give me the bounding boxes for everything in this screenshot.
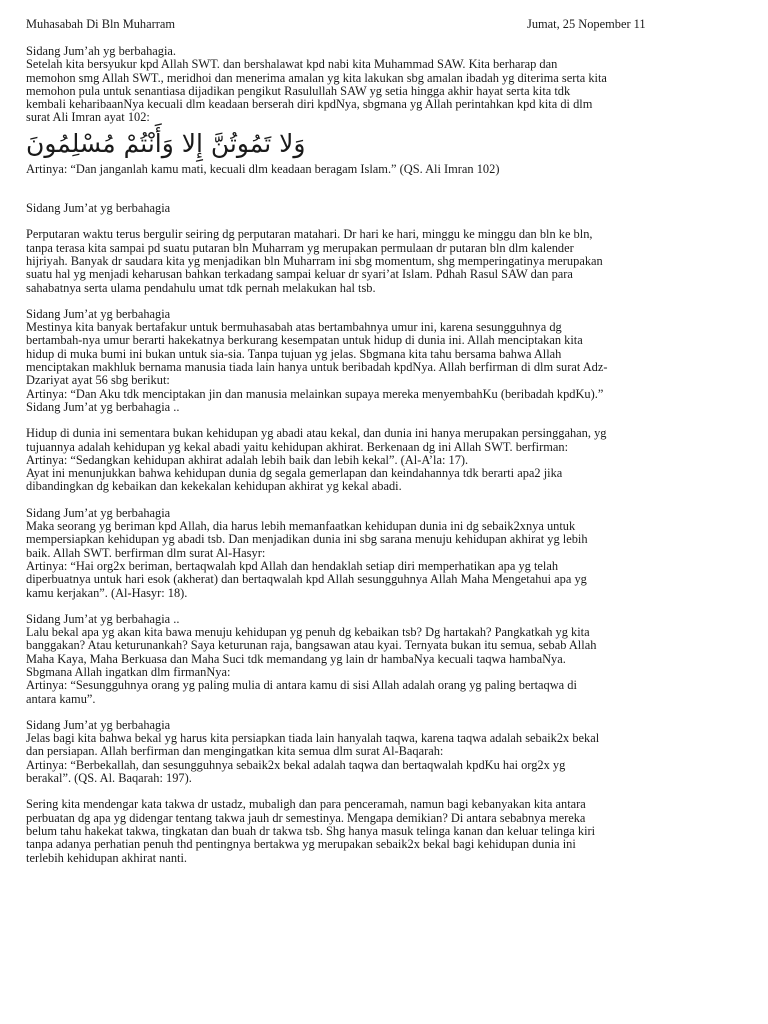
arabic-verse: وَلا تَمُوتُنَّ إِلا وَأَنْتُمْ مُسْلِمُونَ: [26, 128, 306, 158]
text-line: Perputaran waktu terus bergulir seiring dg perputaran matahari. Dr hari ke hari, minggu ke minggu dan bln ke bln,: [26, 227, 593, 242]
paragraph-translation: [26, 163, 742, 176]
paragraph: [26, 308, 742, 414]
text-line: antara kamu”.: [26, 691, 96, 706]
text-line: Sidang Jum’at yg berbahagia ..: [26, 611, 180, 626]
paragraph: [26, 228, 742, 294]
text-line: sahabatnya serta ulama pendahulu umat tdk pernah melakukan hal tsb.: [26, 280, 376, 295]
text-line: belum tahu hakekat takwa, tingkatan dan buah dr takwa tsb. Shg hanya masuk telinga kanan dan keluar telinga kiri: [26, 823, 596, 838]
text-line: Dzariyat ayat 56 sbg berikut:: [26, 373, 170, 388]
paragraph: [26, 719, 742, 785]
text-line: berakal”. (QS. Al. Baqarah: 197).: [26, 771, 192, 786]
text-line: Artinya: “Dan Aku tdk menciptakan jin dan manusia melainkan supaya mereka menyembahKu (beribadah kpdKu).”: [26, 386, 604, 401]
text-line: Maha Kaya, Maha Berkuasa dan Maha Suci tdk memandang yg lain dr hambaNya kecuali taqwa hambaNya.: [26, 651, 566, 666]
text-line: diperbuatnya untuk hari esok (akherat) dan bertaqwalah kpd Allah sesungguhnya Allah Maha Mengetahui apa yg: [26, 572, 587, 587]
text-line: Maka seorang yg beriman kpd Allah, dia harus lebih memanfaatkan kehidupan dunia ini dg sebaik2xnya untuk: [26, 519, 576, 534]
text-line: terlebih kehidupan akhirat nanti.: [26, 850, 188, 865]
text-line: dibandingkan dg kebaikan dan kekekalan kehidupan akhirat yg kekal abadi.: [26, 479, 402, 494]
text-line: menciptakan makhluk bernama manusia tiada lain hanya untuk beribadah kpdNya. Allah berfirman di dlm surat Adz-: [26, 360, 608, 375]
text-line: surat Ali Imran ayat 102:: [26, 110, 150, 125]
text-line: tujuannya adalah kehidupan yg kekal abadi yaitu kehidupan akhirat. Berkenaan dg ini Allah SWT. berfirman:: [26, 439, 569, 454]
text-line: Sidang Jum’at yg berbahagia ..: [26, 399, 180, 414]
text-line: Ayat ini menunjukkan bahwa kehidupan dunia dg segala gemerlapan dan keindahannya tdk berarti apa2 jika: [26, 466, 563, 481]
text-line: Sidang Jum’at yg berbahagia: [26, 505, 171, 520]
text-line: Sidang Jum’at yg berbahagia: [26, 306, 171, 321]
text-line: Artinya: “Sedangkan kehidupan akhirat adalah lebih baik dan lebih kekal”. (Al-A’la: 17).: [26, 452, 469, 467]
paragraph: [26, 427, 742, 493]
text-line: tanpa terasa kita sampai pd suatu putaran bln Muharram yg merupakan permulaan dr putaran bln dlm kalender: [26, 240, 574, 255]
text-line: Mestinya kita banyak bertafakur untuk bermuhasabah atas bertambahnya umur ini, karena sesungguhnya dg: [26, 320, 562, 335]
text-line: Sidang Jum’ah yg berbahagia.: [26, 44, 177, 58]
text-line: Sidang Jum’at yg berbahagia: [26, 717, 171, 732]
paragraph: [26, 798, 742, 864]
sermon-body: [26, 45, 742, 865]
text-line: memohon pula untuk senantiasa dijadikan pengikut Rasulullah SAW yg setia hingga akhir hayat serta kita tdk: [26, 83, 571, 98]
text-line: perbuatan dg apa yg didengar tentang takwa jauh dr semestinya. Mengapa demikian? Di antara sebabnya mereka: [26, 810, 586, 825]
document-title: Muhasabah Di Bln Muharram: [26, 17, 176, 31]
text-line: hidup di muka bumi ini bukan untuk sia-sia. Tanpa tujuan yg jelas. Sbgmana kita tahu bersama bahwa Allah: [26, 346, 562, 361]
text-line: banggakan? Atau keturunankah? Saya keturunan raja, bangsawan atau kyai. Ternyata bukan itu semua, sebab Allah: [26, 638, 597, 653]
text-line: Artinya: “Dan janganlah kamu mati, kecuali dlm keadaan beragam Islam.” (QS. Ali Imran 102): [26, 161, 500, 176]
text-line: mempersiapkan kehidupan yg abadi tsb. Dan menjadikan dunia ini sbg sarana menuju kehidupan akhirat yg lebih: [26, 532, 588, 547]
paragraph: [26, 507, 742, 600]
paragraph: [26, 613, 742, 706]
text-line: hijriyah. Banyak dr saudara kita yg menjadikan bln Muharram ini sbg momentum, shg memperingatinya merupakan: [26, 253, 603, 268]
text-line: baik. Allah SWT. berfirman dlm surat Al-Hasyr:: [26, 545, 266, 560]
text-line: Artinya: “Berbekallah, dan sesungguhnya sebaik2x bekal adalah taqwa dan bertaqwalah kpdKu hai org2x yg: [26, 757, 566, 772]
text-line: suatu hal yg menjadi keharusan bahkan terkadang sampai keluar dr syari’at Islam. Pdhah Rasul SAW dan para: [26, 267, 573, 282]
text-line: Sbgmana Allah ingatkan dlm firmanNya:: [26, 664, 231, 679]
text-line: dan persiapan. Allah berfirman dan mengingatkan kita semua dlm surat Al-Baqarah:: [26, 744, 444, 759]
text-line: Hidup di dunia ini sementara bukan kehidupan yg abadi atau kekal, dan dunia ini hanya merupakan persinggahan, yg: [26, 426, 607, 441]
text-line: Sering kita mendengar kata takwa dr ustadz, mubaligh dan para penceramah, namun bagi kebanyakan kita antara: [26, 797, 586, 812]
paragraph-opening: [26, 45, 742, 125]
text-line: Lalu bekal apa yg akan kita bawa menuju kehidupan yg penuh dg kebaikan tsb? Dg hartakah? Pangkatkah yg kita: [26, 625, 590, 640]
text-line: Artinya: “Hai org2x beriman, bertaqwalah kpd Allah dan hendaklah setiap diri memperhatikan apa yg telah: [26, 558, 559, 573]
text-line: Setelah kita bersyukur kpd Allah SWT. dan bershalawat kpd nabi kita Muhammad SAW. Kita berharap dan: [26, 57, 558, 72]
text-line: kembali keharibaanNya kecuali dlm keadaan berserah diri kpdNya, sbgmana yg Allah perintahkan kpd kita di dlm: [26, 97, 593, 112]
document-date: Jumat, 25 Nopember 11: [527, 17, 646, 31]
text-line: Artinya: “Sesungguhnya orang yg paling mulia di antara kamu di sisi Allah adalah orang yg paling bertaqwa di: [26, 678, 577, 693]
text-line: memohon smg Allah SWT., meridhoi dan menerima amalan yg kita lakukan sbg amalan ibadah yg diterima serta kita: [26, 70, 607, 85]
text-line: tanpa adanya perhatian penuh thd pentingnya bertakwa yg merupakan sebaik2x bekal bagi kehidupan dunia ini: [26, 837, 576, 852]
text-line: bertambah-nya umur berarti hakekatnya berkurang kesempatan untuk hidup di dunia ini. Allah menciptakan kita: [26, 333, 583, 348]
paragraph-greeting: [26, 202, 742, 215]
text-line: kamu kerjakan”. (Al-Hasyr: 18).: [26, 585, 188, 600]
text-line: Sidang Jum’at yg berbahagia: [26, 201, 171, 216]
text-line: Jelas bagi kita bahwa bekal yg harus kita persiapkan tiada lain hanyalah taqwa, karena taqwa adalah sebaik2x bekal: [26, 731, 600, 746]
